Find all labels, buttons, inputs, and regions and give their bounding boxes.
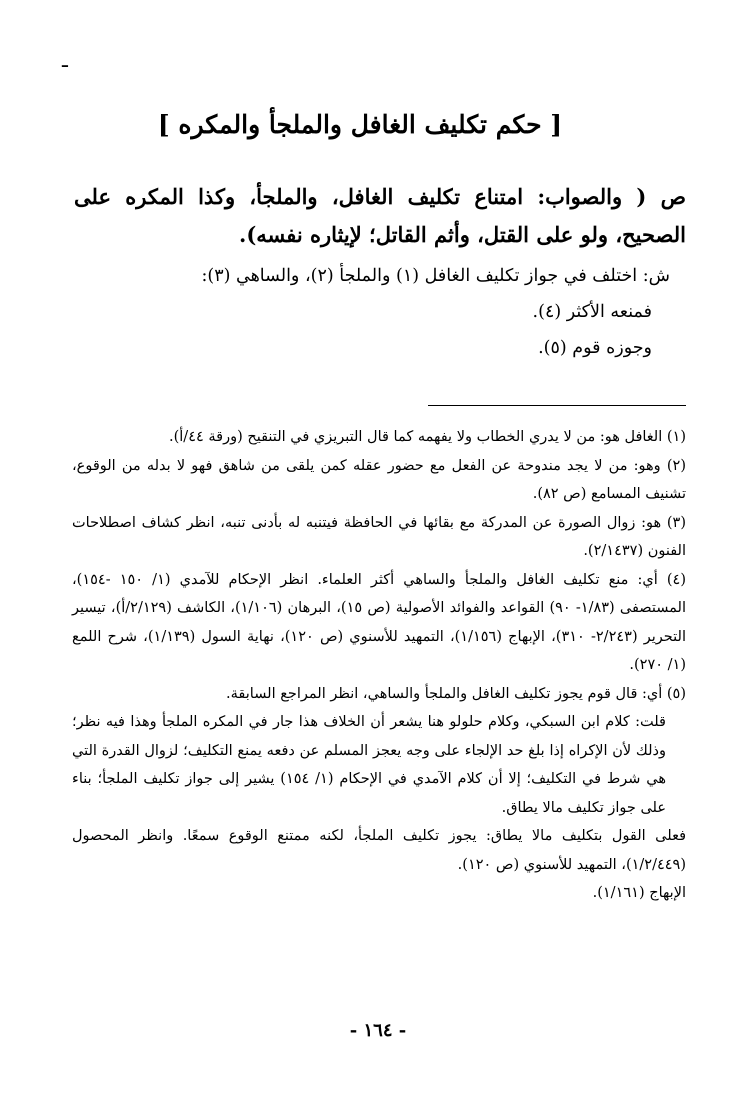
footnote: (٣) هو: زوال الصورة عن المدركة مع بقائها في الحافظة فيتنبه له بأدنى تنبه، انظر كشاف اصطلاحات الفنون (٢/١٤٣٧). — [72, 514, 686, 559]
sharh-line: ش: اختلف في جواز تكليف الغافل (١) والملجأ (٢)، والساهي (٣): — [201, 266, 670, 286]
page-number: - ١٦٤ - — [349, 1020, 407, 1041]
footnote-commentary: قلت: كلام ابن السبكي، وكلام حلولو هنا يشعر أن الخلاف هذا جار في المكره الملجأ وهذا فيه نظر؛ وذلك لأن الإكراه إذا بلغ حد الإلجاء على وجه يعجز المسلم عن دفعه يمنع التكليف؛ لزوال القدرة التي هي شرط في التكليف؛ إلا أن كلام الآمدي في الإحكام (١/ ١٥٤) يشير إلى جواز تكليف الملجأ؛ بناء على جواز تكليف مالا يطاق. — [72, 714, 667, 816]
footnote-commentary: فعلى القول بتكليف مالا يطاق: يجوز تكليف الملجأ، لكنه ممتنع الوقوع سمعًا. وانظر المحصول (١/٢/٤٤٩)، التمهيد للأسنوي (ص ١٢٠). — [72, 828, 686, 873]
sharh-line: وجوزه قوم (٥). — [538, 338, 652, 358]
footnote: (٤) أي: منع تكليف الغافل والملجأ والساهي أكثر العلماء. انظر الإحكام للآمدي (١/ ١٥٠ -١٥٤)، المستصفى (١/٨٣- ٩٠) القواعد والفوائد الأصولية (ص ١٥)، البرهان (١/١٠٦)، الكاشف (٢/١٢٩/أ)، تيسير التحرير (٢/٢٤٣- ٣١٠)، الإبهاج (١/١٥٦)، التمهيد للأسنوي (ص ١٢٠)، نهاية السول (١/١٣٩)، شرح اللمع (١/ ٢٧٠). — [72, 571, 687, 673]
footnote-commentary: الإبهاج (١/١٦١). — [592, 885, 686, 901]
corner-mark: ـ — [62, 48, 68, 72]
footnote: (١) الغافل هو: من لا يدري الخطاب ولا يفهمه كما قال التبريزي في التنقيح (ورقة ٤٤/أ). — [169, 429, 686, 445]
footnotes — [72, 423, 686, 908]
sharh-line: فمنعه الأكثر (٤). — [532, 302, 652, 322]
sharh-block — [200, 258, 670, 366]
footnote-divider — [428, 405, 686, 406]
footnote: (٥) أي: قال قوم يجوز تكليف الغافل والملجأ والساهي، انظر المراجع السابقة. — [226, 685, 686, 702]
section-title: [ حكم تكليف الغافل والملجأ والمكره ] — [157, 110, 563, 139]
matn-text: ص ( والصواب: امتناع تكليف الغافل، والملجأ، وكذا المكره على الصحيح، ولو على القتل، وأثم القاتل؛ لإيثاره نفسه). — [74, 184, 686, 247]
footnote: (٢) وهو: من لا يجد مندوحة عن الفعل مع حضور عقله كمن يلقى من شاهق فهو لا بدله من الوقوع، تشنيف المسامع (ص ٨٢). — [72, 457, 686, 502]
